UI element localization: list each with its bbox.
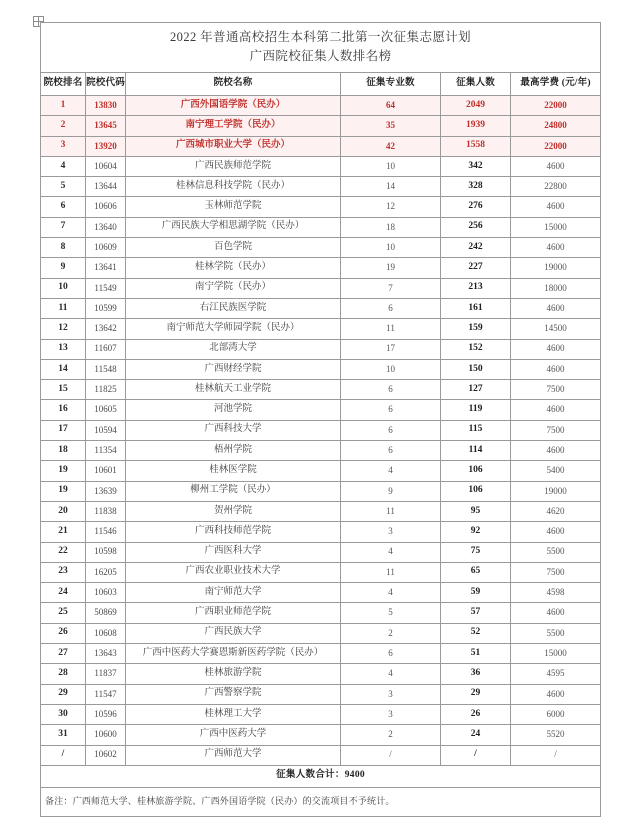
cell-majors: 4 xyxy=(341,583,441,603)
table-row xyxy=(41,238,601,258)
cell-code: 16205 xyxy=(86,562,126,582)
cell-name: 南宁学院（民办） xyxy=(126,278,341,298)
cell-code: 11549 xyxy=(86,278,126,298)
cell-majors: 18 xyxy=(341,217,441,237)
cell-majors: 11 xyxy=(341,562,441,582)
cell-fee: 4600 xyxy=(511,684,601,704)
cell-rank: 14 xyxy=(41,359,86,379)
cell-count: 115 xyxy=(441,420,511,440)
cell-fee: 22800 xyxy=(511,177,601,197)
cell-code: 11354 xyxy=(86,441,126,461)
cell-rank: 23 xyxy=(41,562,86,582)
cell-code: 10598 xyxy=(86,542,126,562)
cell-majors: 5 xyxy=(341,603,441,623)
table-row xyxy=(41,562,601,582)
cell-rank: 28 xyxy=(41,664,86,684)
cell-code: 10600 xyxy=(86,725,126,745)
cell-count: 119 xyxy=(441,400,511,420)
cell-fee: 5400 xyxy=(511,461,601,481)
cell-count: 227 xyxy=(441,258,511,278)
cell-fee: 7500 xyxy=(511,562,601,582)
cell-name: 广西科技师范学院 xyxy=(126,522,341,542)
table-row xyxy=(41,96,601,116)
table-header-row xyxy=(41,73,601,96)
cell-name: 桂林医学院 xyxy=(126,461,341,481)
cell-count: 65 xyxy=(441,562,511,582)
table-row xyxy=(41,319,601,339)
cell-code: 11607 xyxy=(86,339,126,359)
cell-fee: 18000 xyxy=(511,278,601,298)
cell-code: 13644 xyxy=(86,177,126,197)
cell-code: 10609 xyxy=(86,238,126,258)
cell-code: 13642 xyxy=(86,319,126,339)
cell-count: 106 xyxy=(441,461,511,481)
table-row xyxy=(41,197,601,217)
cell-fee: / xyxy=(511,745,601,765)
cell-majors: 35 xyxy=(341,116,441,136)
cell-fee: 22000 xyxy=(511,96,601,116)
cell-code: 13639 xyxy=(86,481,126,501)
table-row xyxy=(41,725,601,745)
table-row xyxy=(41,481,601,501)
cell-name: 河池学院 xyxy=(126,400,341,420)
cell-code: 10602 xyxy=(86,745,126,765)
cell-rank: 17 xyxy=(41,420,86,440)
cell-fee: 19000 xyxy=(511,258,601,278)
cell-fee: 4600 xyxy=(511,156,601,176)
table-row xyxy=(41,278,601,298)
cell-majors: 14 xyxy=(341,177,441,197)
cell-code: 11546 xyxy=(86,522,126,542)
cell-code: 13643 xyxy=(86,644,126,664)
cell-majors: 12 xyxy=(341,197,441,217)
cell-rank: 1 xyxy=(41,96,86,116)
page-subtitle: 广西院校征集人数排名榜 xyxy=(249,48,392,63)
cell-count: / xyxy=(441,745,511,765)
cell-rank: 25 xyxy=(41,603,86,623)
table-row xyxy=(41,745,601,765)
cell-name: 南宁理工学院（民办） xyxy=(126,116,341,136)
cell-code: 13920 xyxy=(86,136,126,156)
table-row xyxy=(41,583,601,603)
cell-rank: 19 xyxy=(41,461,86,481)
cell-majors: 11 xyxy=(341,319,441,339)
cell-name: 桂林学院（民办） xyxy=(126,258,341,278)
cell-name: 广西财经学院 xyxy=(126,359,341,379)
cell-name: 广西民族大学相思湖学院（民办） xyxy=(126,217,341,237)
cell-rank: 30 xyxy=(41,704,86,724)
cell-majors: 10 xyxy=(341,156,441,176)
cell-count: 152 xyxy=(441,339,511,359)
cell-rank: 15 xyxy=(41,380,86,400)
cell-fee: 6000 xyxy=(511,704,601,724)
table-row xyxy=(41,522,601,542)
cell-name: 广西民族大学 xyxy=(126,623,341,643)
cell-fee: 4600 xyxy=(511,400,601,420)
cell-count: 150 xyxy=(441,359,511,379)
cell-count: 26 xyxy=(441,704,511,724)
cell-rank: 10 xyxy=(41,278,86,298)
cell-majors: / xyxy=(341,745,441,765)
table-row xyxy=(41,380,601,400)
cell-rank: 24 xyxy=(41,583,86,603)
table-row xyxy=(41,177,601,197)
table-row xyxy=(41,441,601,461)
cell-count: 29 xyxy=(441,684,511,704)
cell-fee: 4600 xyxy=(511,359,601,379)
table-row xyxy=(41,339,601,359)
table-row xyxy=(41,116,601,136)
table-row xyxy=(41,501,601,521)
cell-fee: 7500 xyxy=(511,380,601,400)
table-row xyxy=(41,704,601,724)
cell-code: 10608 xyxy=(86,623,126,643)
cell-count: 92 xyxy=(441,522,511,542)
cell-fee: 22000 xyxy=(511,136,601,156)
admission-ranking-table xyxy=(40,22,601,817)
cell-code: 13640 xyxy=(86,217,126,237)
table-row xyxy=(41,664,601,684)
cell-majors: 3 xyxy=(341,704,441,724)
cell-majors: 2 xyxy=(341,725,441,745)
cell-rank: 4 xyxy=(41,156,86,176)
cell-rank: 22 xyxy=(41,542,86,562)
table-row xyxy=(41,258,601,278)
column-header-code: 院校代码 xyxy=(86,73,126,96)
cell-count: 2049 xyxy=(441,96,511,116)
table-row xyxy=(41,603,601,623)
cell-majors: 9 xyxy=(341,481,441,501)
cell-code: 11547 xyxy=(86,684,126,704)
cell-rank: 5 xyxy=(41,177,86,197)
cell-rank: 11 xyxy=(41,298,86,318)
footnote-cell: 备注：广西师范大学、桂林旅游学院、广西外国语学院（民办）的交流项目不予统计。 xyxy=(41,787,601,816)
cell-fee: 4595 xyxy=(511,664,601,684)
cell-name: 南宁师范大学师园学院（民办） xyxy=(126,319,341,339)
cell-fee: 14500 xyxy=(511,319,601,339)
cell-code: 10605 xyxy=(86,400,126,420)
total-count-cell: 征集人数合计：9400 xyxy=(41,765,601,787)
cell-majors: 17 xyxy=(341,339,441,359)
cell-name: 百色学院 xyxy=(126,238,341,258)
cell-rank: / xyxy=(41,745,86,765)
admission-table-container xyxy=(40,22,600,817)
cell-count: 59 xyxy=(441,583,511,603)
cell-fee: 4600 xyxy=(511,603,601,623)
cell-fee: 4600 xyxy=(511,522,601,542)
cell-name: 广西警察学院 xyxy=(126,684,341,704)
cell-count: 276 xyxy=(441,197,511,217)
cell-rank: 12 xyxy=(41,319,86,339)
cell-rank: 2 xyxy=(41,116,86,136)
cell-count: 95 xyxy=(441,501,511,521)
cell-name: 广西医科大学 xyxy=(126,542,341,562)
table-row xyxy=(41,217,601,237)
cell-majors: 6 xyxy=(341,380,441,400)
cell-rank: 16 xyxy=(41,400,86,420)
cell-name: 柳州工学院（民办） xyxy=(126,481,341,501)
table-row xyxy=(41,400,601,420)
cell-majors: 19 xyxy=(341,258,441,278)
cell-majors: 4 xyxy=(341,461,441,481)
cell-majors: 6 xyxy=(341,298,441,318)
table-title-row xyxy=(41,23,601,73)
cell-rank: 7 xyxy=(41,217,86,237)
column-header-fee: 最高学费 (元/年) xyxy=(511,73,601,96)
cell-fee: 15000 xyxy=(511,217,601,237)
cell-name: 广西科技大学 xyxy=(126,420,341,440)
cell-fee: 5520 xyxy=(511,725,601,745)
cell-majors: 64 xyxy=(341,96,441,116)
table-row xyxy=(41,420,601,440)
cell-rank: 29 xyxy=(41,684,86,704)
cell-code: 10594 xyxy=(86,420,126,440)
cell-name: 广西中医药大学赛恩斯新医药学院（民办） xyxy=(126,644,341,664)
cell-name: 广西农业职业技术大学 xyxy=(126,562,341,582)
cell-code: 50869 xyxy=(86,603,126,623)
cell-code: 13645 xyxy=(86,116,126,136)
cell-count: 75 xyxy=(441,542,511,562)
cell-code: 13830 xyxy=(86,96,126,116)
table-row xyxy=(41,156,601,176)
cell-rank: 18 xyxy=(41,441,86,461)
cell-count: 51 xyxy=(441,644,511,664)
cell-fee: 4598 xyxy=(511,583,601,603)
cell-fee: 24800 xyxy=(511,116,601,136)
cell-count: 213 xyxy=(441,278,511,298)
cell-rank: 20 xyxy=(41,501,86,521)
cell-fee: 15000 xyxy=(511,644,601,664)
cell-code: 10599 xyxy=(86,298,126,318)
cell-majors: 3 xyxy=(341,684,441,704)
table-row xyxy=(41,461,601,481)
cell-fee: 19000 xyxy=(511,481,601,501)
cell-name: 广西城市职业大学（民办） xyxy=(126,136,341,156)
cell-name: 梧州学院 xyxy=(126,441,341,461)
cell-rank: 21 xyxy=(41,522,86,542)
cell-rank: 9 xyxy=(41,258,86,278)
cell-name: 桂林旅游学院 xyxy=(126,664,341,684)
cell-majors: 6 xyxy=(341,441,441,461)
cell-majors: 2 xyxy=(341,623,441,643)
cell-name: 广西职业师范学院 xyxy=(126,603,341,623)
cell-count: 161 xyxy=(441,298,511,318)
cell-fee: 5500 xyxy=(511,542,601,562)
cell-count: 342 xyxy=(441,156,511,176)
cell-majors: 6 xyxy=(341,420,441,440)
cell-count: 114 xyxy=(441,441,511,461)
column-header-name: 院校名称 xyxy=(126,73,341,96)
cell-name: 南宁师范大学 xyxy=(126,583,341,603)
cell-name: 桂林航天工业学院 xyxy=(126,380,341,400)
cell-code: 11548 xyxy=(86,359,126,379)
table-row xyxy=(41,644,601,664)
cell-rank: 13 xyxy=(41,339,86,359)
table-row xyxy=(41,136,601,156)
table-row xyxy=(41,542,601,562)
cell-fee: 4620 xyxy=(511,501,601,521)
cell-fee: 4600 xyxy=(511,197,601,217)
cell-name: 桂林信息科技学院（民办） xyxy=(126,177,341,197)
cell-code: 11838 xyxy=(86,501,126,521)
cell-name: 贺州学院 xyxy=(126,501,341,521)
cell-fee: 7500 xyxy=(511,420,601,440)
cell-name: 广西师范大学 xyxy=(126,745,341,765)
cell-code: 11837 xyxy=(86,664,126,684)
cell-fee: 5500 xyxy=(511,623,601,643)
cell-name: 玉林师范学院 xyxy=(126,197,341,217)
cell-majors: 10 xyxy=(341,238,441,258)
cell-rank: 19 xyxy=(41,481,86,501)
column-header-count: 征集人数 xyxy=(441,73,511,96)
cell-count: 159 xyxy=(441,319,511,339)
cell-name: 广西民族师范学院 xyxy=(126,156,341,176)
cell-majors: 11 xyxy=(341,501,441,521)
cell-rank: 3 xyxy=(41,136,86,156)
cell-count: 52 xyxy=(441,623,511,643)
cell-majors: 7 xyxy=(341,278,441,298)
table-row xyxy=(41,684,601,704)
cell-rank: 27 xyxy=(41,644,86,664)
cell-name: 北部湾大学 xyxy=(126,339,341,359)
cell-majors: 42 xyxy=(341,136,441,156)
note-row xyxy=(41,787,601,816)
column-header-majors: 征集专业数 xyxy=(341,73,441,96)
cell-name: 右江民族医学院 xyxy=(126,298,341,318)
table-row xyxy=(41,359,601,379)
cell-majors: 6 xyxy=(341,644,441,664)
cell-fee: 4600 xyxy=(511,441,601,461)
cell-name: 广西中医药大学 xyxy=(126,725,341,745)
cell-count: 1558 xyxy=(441,136,511,156)
cell-count: 242 xyxy=(441,238,511,258)
table-row xyxy=(41,623,601,643)
cell-fee: 4600 xyxy=(511,238,601,258)
cell-count: 127 xyxy=(441,380,511,400)
cell-code: 10596 xyxy=(86,704,126,724)
cell-rank: 8 xyxy=(41,238,86,258)
cell-rank: 31 xyxy=(41,725,86,745)
cell-majors: 6 xyxy=(341,400,441,420)
cell-majors: 4 xyxy=(341,542,441,562)
cell-code: 11825 xyxy=(86,380,126,400)
cell-count: 106 xyxy=(441,481,511,501)
cell-count: 57 xyxy=(441,603,511,623)
column-header-rank: 院校排名 xyxy=(41,73,86,96)
cell-count: 256 xyxy=(441,217,511,237)
cell-majors: 4 xyxy=(341,664,441,684)
cell-rank: 26 xyxy=(41,623,86,643)
cell-fee: 4600 xyxy=(511,298,601,318)
cell-count: 36 xyxy=(441,664,511,684)
page-title: 2022 年普通高校招生本科第二批第一次征集志愿计划 xyxy=(170,30,472,45)
cell-majors: 3 xyxy=(341,522,441,542)
cell-majors: 10 xyxy=(341,359,441,379)
cell-fee: 4600 xyxy=(511,339,601,359)
table-title-cell xyxy=(41,23,601,73)
cell-code: 10601 xyxy=(86,461,126,481)
cell-rank: 6 xyxy=(41,197,86,217)
total-row xyxy=(41,765,601,787)
cell-name: 广西外国语学院（民办） xyxy=(126,96,341,116)
table-row xyxy=(41,298,601,318)
cell-count: 1939 xyxy=(441,116,511,136)
cell-code: 10604 xyxy=(86,156,126,176)
cell-count: 24 xyxy=(441,725,511,745)
cell-count: 328 xyxy=(441,177,511,197)
cell-name: 桂林理工大学 xyxy=(126,704,341,724)
cell-code: 10603 xyxy=(86,583,126,603)
cell-code: 10606 xyxy=(86,197,126,217)
cell-code: 13641 xyxy=(86,258,126,278)
